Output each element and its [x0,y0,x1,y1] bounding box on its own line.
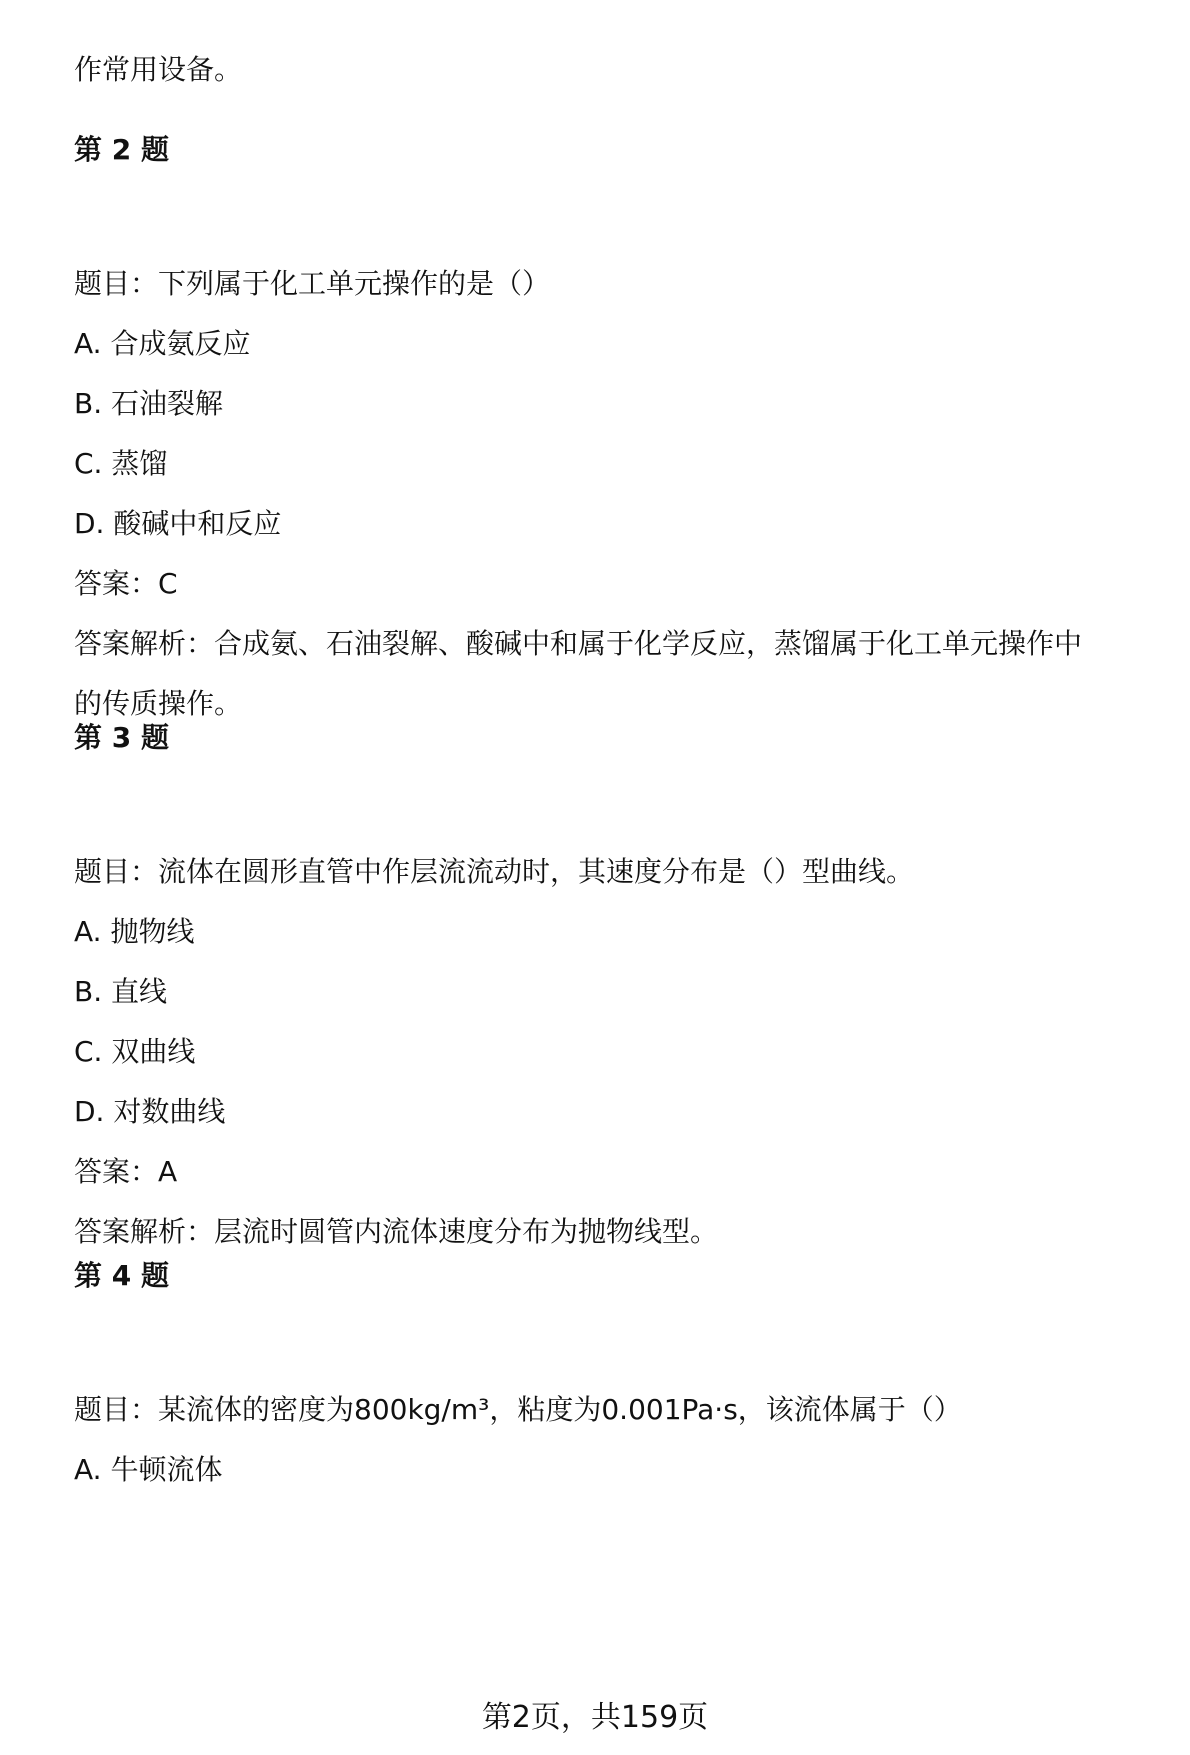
page-footer: 第2页，共159页 [481,1700,709,1735]
question-3-answer: 答案：A [74,1155,178,1188]
question-3-stem: 题目：流体在圆形直管中作层流流动时，其速度分布是（）型曲线。 [74,855,915,888]
question-3-option-b: B. 直线 [74,975,168,1008]
question-2-body [74,254,1130,734]
question-4-stem: 题目：某流体的密度为800kg/m³，粘度为0.001Pa·s，该流体属于（） [74,1393,962,1426]
question-3-analysis-line-1: 答案解析：层流时圆管内流体速度分布为抛物线型。 [74,1215,719,1248]
question-3-option-c: C. 双曲线 [74,1035,196,1068]
question-2-stem: 题目：下列属于化工单元操作的是（） [74,267,551,300]
question-3-option-a: A. 抛物线 [74,915,195,948]
question-2-analysis-line-1: 答案解析：合成氨、石油裂解、酸碱中和属于化学反应，蒸馏属于化工单元操作中 [74,627,1083,660]
question-2-answer: 答案：C [74,567,178,600]
question-2-heading-block [74,120,1130,180]
question-2-option-b: B. 石油裂解 [74,387,224,420]
question-2-option-c: C. 蒸馏 [74,447,168,480]
intro-block [74,40,1130,100]
question-2-analysis-line-2: 的传质操作。 [74,687,243,720]
question-2-option-d: D. 酸碱中和反应 [74,507,282,540]
question-3-option-d: D. 对数曲线 [74,1095,226,1128]
question-3-heading-block [74,708,1130,768]
question-2-option-a: A. 合成氨反应 [74,327,251,360]
question-2-heading: 第 2 题 [74,133,169,166]
question-4-heading: 第 4 题 [74,1259,169,1292]
question-4-body [74,1380,1130,1500]
intro-tail-text: 作常用设备。 [74,53,243,86]
question-4-option-a: A. 牛顿流体 [74,1453,223,1486]
question-3-body [74,842,1130,1262]
question-4-heading-block [74,1246,1130,1306]
question-3-heading: 第 3 题 [74,721,169,754]
